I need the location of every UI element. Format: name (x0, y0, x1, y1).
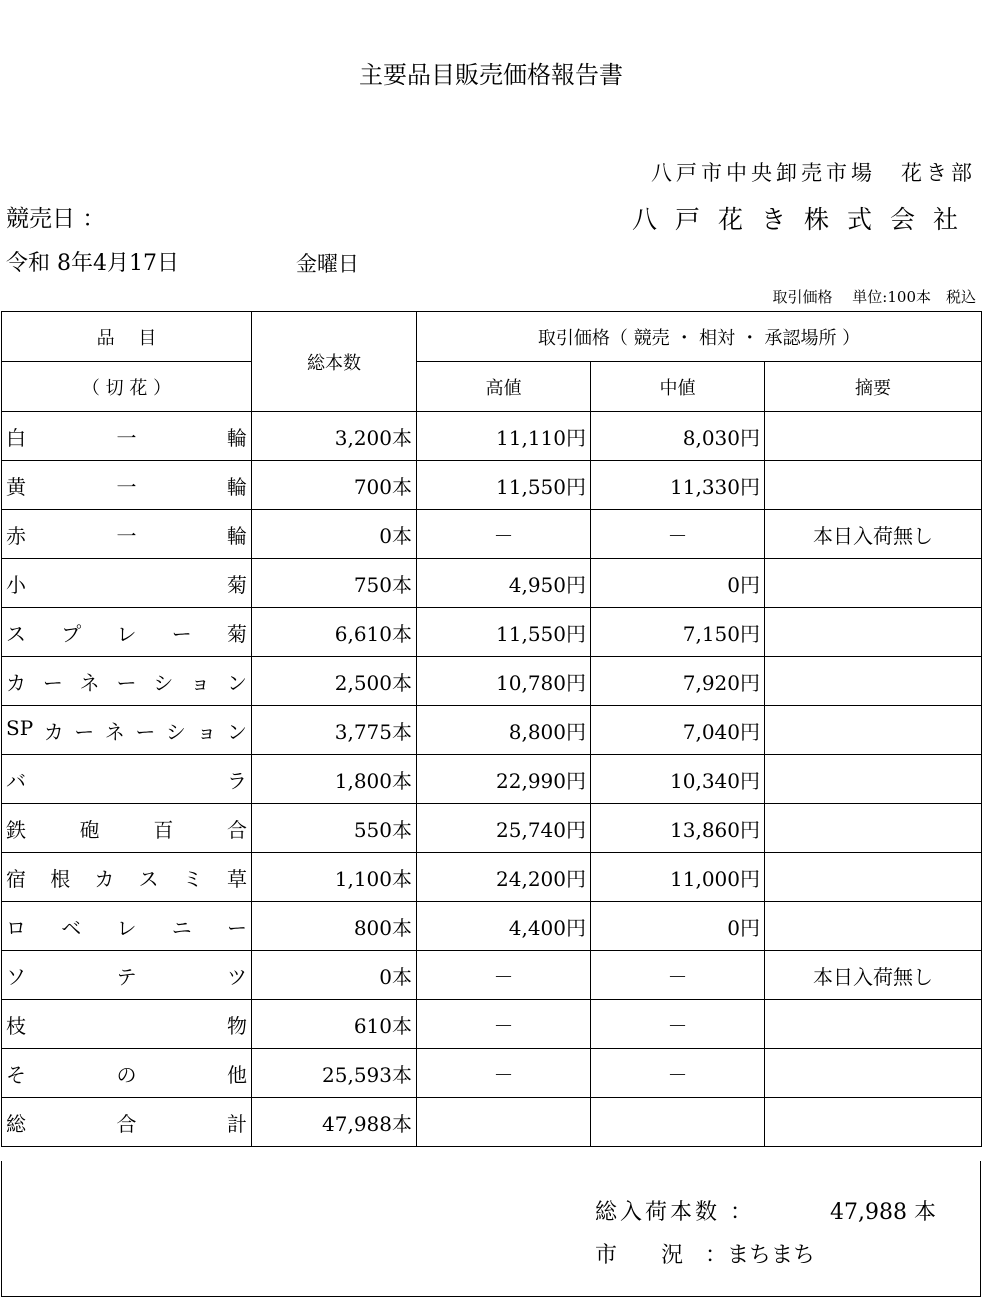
item-name-char: ン (227, 719, 247, 744)
item-mid-price: 11,330円 (591, 461, 765, 510)
item-name-char: 赤 (6, 523, 26, 548)
item-quantity: 1,100本 (252, 853, 417, 902)
item-name (2, 902, 252, 951)
item-name (2, 1098, 252, 1147)
item-quantity: 47,988本 (252, 1098, 417, 1147)
total-incoming-value: 47,988 本 (830, 1200, 936, 1225)
item-remark (765, 559, 982, 608)
item-name-char: 菊 (227, 572, 247, 597)
item-high-price: 11,550円 (417, 461, 591, 510)
company-name: 八戸花き株式会社 (631, 205, 976, 234)
item-remark: 本日入荷無し (765, 951, 982, 1000)
header-remark: 摘要 (765, 362, 982, 412)
item-name (2, 853, 252, 902)
item-remark (765, 461, 982, 510)
item-name-char: の (116, 1062, 137, 1087)
weekday: 金曜日 (296, 252, 359, 276)
item-remark (765, 902, 982, 951)
item-name-char: ネ (79, 670, 100, 695)
item-name-char: 一 (116, 523, 137, 548)
item-name (2, 706, 252, 755)
table-row (2, 951, 982, 1000)
item-name-char: ベ (61, 915, 82, 940)
item-remark: 本日入荷無し (765, 510, 982, 559)
item-remark (765, 412, 982, 461)
item-name-char: テ (116, 964, 137, 989)
table-row (2, 1098, 982, 1147)
item-name-char: 他 (227, 1062, 247, 1087)
item-quantity: 550本 (252, 804, 417, 853)
item-quantity: 700本 (252, 461, 417, 510)
table-row (2, 461, 982, 510)
item-name-char: そ (6, 1062, 26, 1087)
item-high-price: 22,990円 (417, 755, 591, 804)
table-row (2, 706, 982, 755)
item-quantity: 6,610本 (252, 608, 417, 657)
table-row (2, 1049, 982, 1098)
item-remark (765, 804, 982, 853)
item-remark (765, 853, 982, 902)
item-name-char: ー (135, 719, 156, 744)
item-mid-price: 13,860円 (591, 804, 765, 853)
item-remark (765, 1098, 982, 1147)
table-row (2, 510, 982, 559)
item-high-price: 8,800円 (417, 706, 591, 755)
table-row (2, 902, 982, 951)
item-name-char: ミ (182, 866, 203, 891)
item-name-char: ョ (196, 719, 217, 744)
item-quantity: 3,775本 (252, 706, 417, 755)
item-name-char: 鉄 (6, 817, 26, 842)
item-name (2, 804, 252, 853)
item-quantity: 2,500本 (252, 657, 417, 706)
item-name-char: カ (94, 866, 115, 891)
item-name (2, 755, 252, 804)
item-mid-price: 10,340円 (591, 755, 765, 804)
item-mid-price: 8,030円 (591, 412, 765, 461)
item-mid-price: 7,150円 (591, 608, 765, 657)
item-high-price: － (417, 1000, 591, 1049)
item-name-char: 百 (153, 817, 174, 842)
item-name-char: 一 (116, 425, 137, 450)
item-name (2, 1000, 252, 1049)
item-mid-price: 7,920円 (591, 657, 765, 706)
item-high-price: － (417, 1049, 591, 1098)
item-name-char: 総 (6, 1111, 26, 1136)
item-high-price: 24,200円 (417, 853, 591, 902)
item-high-price: 4,400円 (417, 902, 591, 951)
table-row (2, 657, 982, 706)
item-name (2, 510, 252, 559)
unit-note: 取引価格 単位:100本 税込 (772, 288, 976, 306)
item-high-price: 11,110円 (417, 412, 591, 461)
item-name-char: シ (153, 670, 174, 695)
table-row (2, 412, 982, 461)
item-name-char: ネ (104, 719, 125, 744)
item-name-char: カ (43, 719, 64, 744)
price-table (1, 311, 982, 1147)
item-name-char: カ (6, 670, 26, 695)
item-name (2, 1049, 252, 1098)
table-body (2, 412, 982, 1147)
item-name-char: 合 (116, 1111, 137, 1136)
item-quantity: 0本 (252, 951, 417, 1000)
market-name: 八戸市中央卸売市場 花き部 (651, 161, 976, 185)
item-mid-price: 11,000円 (591, 853, 765, 902)
item-mid-price: － (591, 510, 765, 559)
item-name-char: ー (42, 670, 63, 695)
header-high: 高値 (417, 362, 591, 412)
item-name-char: 根 (50, 866, 71, 891)
header-total: 総本数 (252, 312, 417, 412)
item-name-char: レ (116, 915, 137, 940)
page-title: 主要品目販売価格報告書 (359, 61, 623, 89)
item-remark (765, 657, 982, 706)
item-name-char: 輪 (227, 523, 247, 548)
item-high-price (417, 1098, 591, 1147)
item-name-char: 宿 (6, 866, 26, 891)
item-name-char: ー (171, 621, 192, 646)
item-name-char: 輪 (227, 425, 247, 450)
sale-date: 令和 8年4月17日 (6, 251, 179, 276)
item-name (2, 608, 252, 657)
item-name-char: プ (61, 621, 82, 646)
item-name-char: 一 (116, 474, 137, 499)
item-name-char: ョ (190, 670, 211, 695)
item-name-char: 枝 (6, 1013, 26, 1038)
market-condition: 市 況 ：まちまち (595, 1243, 816, 1268)
table-row (2, 755, 982, 804)
item-mid-price (591, 1098, 765, 1147)
item-mid-price: － (591, 951, 765, 1000)
item-name-char: ス (6, 621, 26, 646)
item-name-char: 小 (6, 572, 26, 597)
item-quantity: 750本 (252, 559, 417, 608)
item-remark (765, 1049, 982, 1098)
item-name-char: 計 (227, 1111, 247, 1136)
footer-box (1, 1161, 981, 1297)
item-name-char: 合 (226, 817, 247, 842)
item-name-char: 白 (6, 425, 26, 450)
item-high-price: 11,550円 (417, 608, 591, 657)
item-name-char: ー (227, 915, 247, 940)
table-row (2, 853, 982, 902)
item-name-char: 砲 (79, 817, 100, 842)
item-name-char: ロ (6, 915, 26, 940)
item-high-price: 25,740円 (417, 804, 591, 853)
table-row (2, 559, 982, 608)
item-name-char: ソ (6, 964, 26, 989)
item-name-char: ニ (171, 915, 192, 940)
item-name-char: 黄 (6, 474, 26, 499)
item-name-char: バ (6, 768, 26, 793)
item-name-char: ン (226, 670, 247, 695)
item-mid-price: － (591, 1049, 765, 1098)
item-quantity: 3,200本 (252, 412, 417, 461)
item-remark (765, 706, 982, 755)
item-name-char: レ (116, 621, 137, 646)
item-high-price: 4,950円 (417, 559, 591, 608)
item-name-char: ー (74, 719, 95, 744)
item-name (2, 461, 252, 510)
item-high-price: － (417, 510, 591, 559)
item-name (2, 657, 252, 706)
item-name-char: 物 (227, 1013, 247, 1038)
item-name-char: ス (138, 866, 159, 891)
item-name-char: 草 (226, 866, 247, 891)
item-quantity: 1,800本 (252, 755, 417, 804)
total-incoming-label: 総入荷本数 ： (595, 1200, 755, 1225)
item-name-char: ラ (227, 768, 247, 793)
item-quantity: 610本 (252, 1000, 417, 1049)
item-remark (765, 608, 982, 657)
item-quantity: 800本 (252, 902, 417, 951)
header-item-sub: （ 切 花 ） (2, 362, 252, 412)
item-name (2, 412, 252, 461)
item-quantity: 0本 (252, 510, 417, 559)
table-row (2, 1000, 982, 1049)
item-high-price: － (417, 951, 591, 1000)
item-high-price: 10,780円 (417, 657, 591, 706)
item-remark (765, 1000, 982, 1049)
item-mid-price: 7,040円 (591, 706, 765, 755)
header-mid: 中値 (591, 362, 765, 412)
item-name-char: 輪 (227, 474, 247, 499)
header-item: 品 目 (2, 312, 252, 362)
item-mid-price: 0円 (591, 559, 765, 608)
item-name-char: ー (116, 670, 137, 695)
item-mid-price: 0円 (591, 902, 765, 951)
item-remark (765, 755, 982, 804)
header-price-group: 取引価格（ 競売 ・ 相対 ・ 承認場所 ） (417, 312, 982, 362)
item-name (2, 951, 252, 1000)
item-mid-price: － (591, 1000, 765, 1049)
item-name-char: SP (6, 715, 34, 740)
item-quantity: 25,593本 (252, 1049, 417, 1098)
sale-date-label: 競売日 ： (6, 206, 106, 232)
item-name-char: シ (165, 719, 186, 744)
table-row (2, 804, 982, 853)
table-row (2, 608, 982, 657)
item-name-char: ツ (227, 964, 247, 989)
item-name (2, 559, 252, 608)
item-name-char: 菊 (227, 621, 247, 646)
